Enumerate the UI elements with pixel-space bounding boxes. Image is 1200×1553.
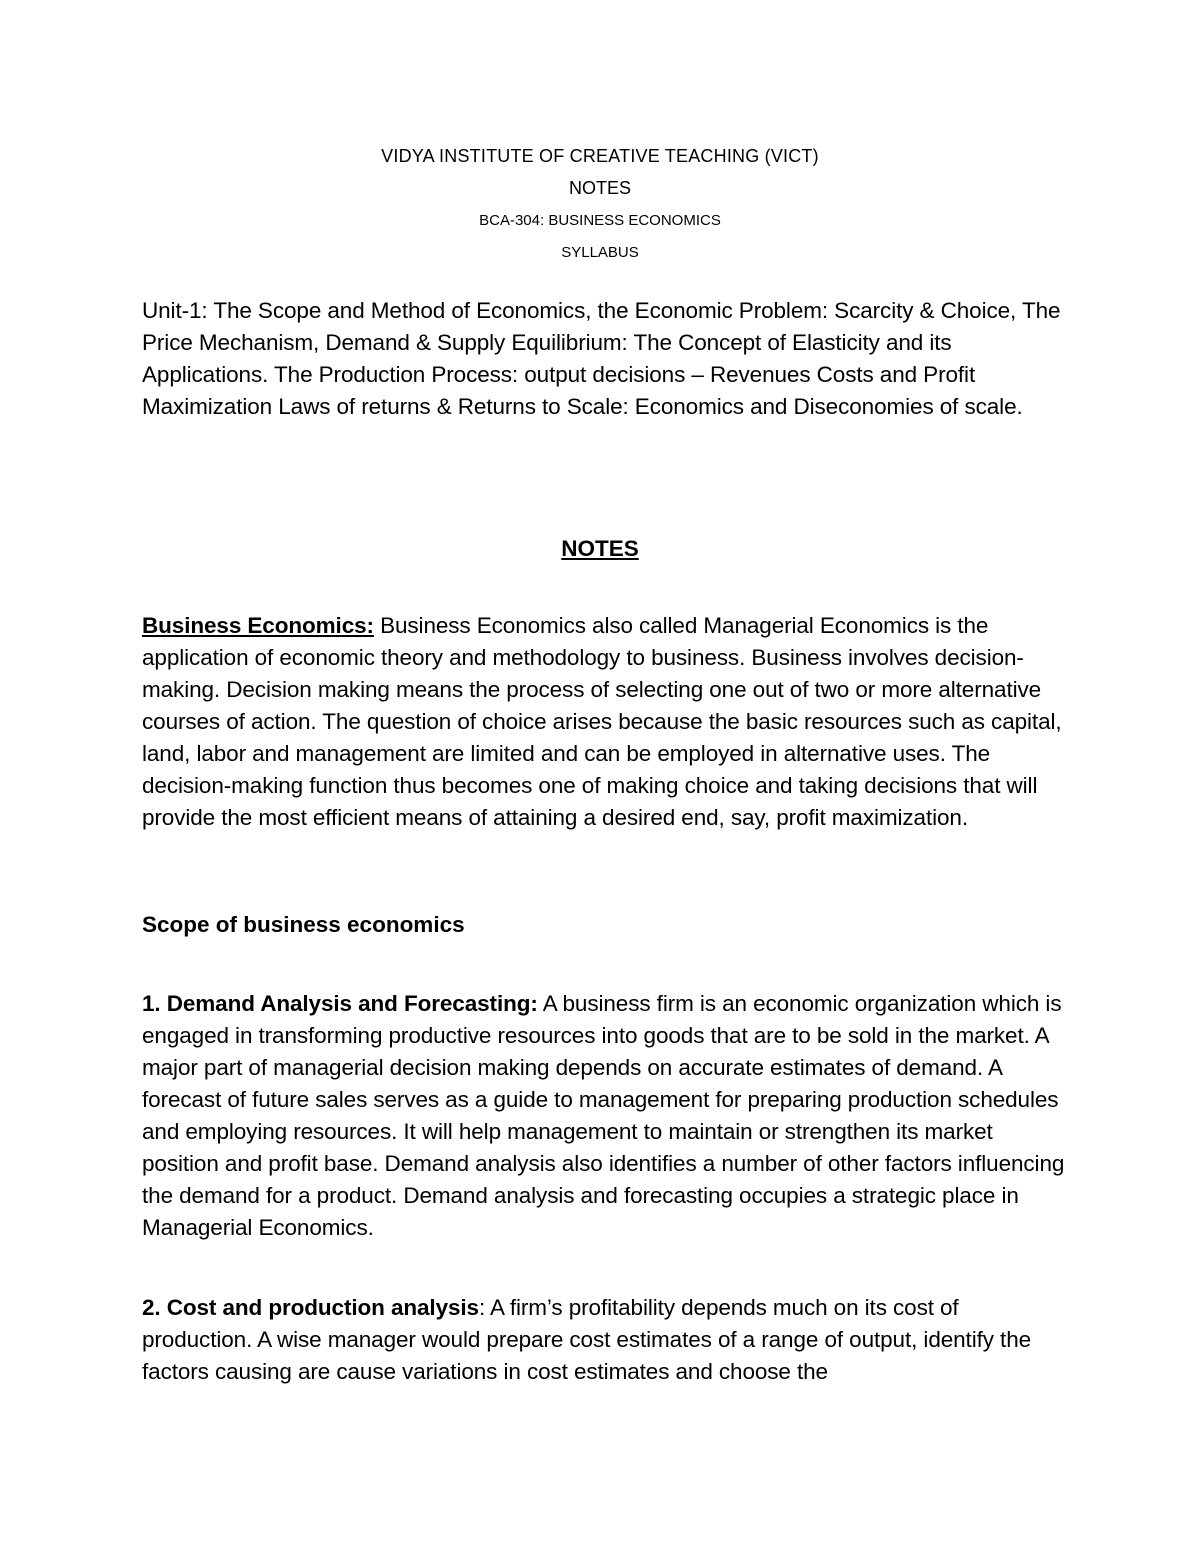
scope-item-demand-analysis: [142, 988, 1072, 1244]
scope-heading: Scope of business economics: [142, 912, 465, 937]
course-title: BCA-304: BUSINESS ECONOMICS: [479, 212, 721, 229]
scope-item-cost-production: [142, 1292, 1072, 1388]
scope-item-title: 2. Cost and production analysis: [142, 1295, 479, 1320]
syllabus-paragraph: Unit-1: The Scope and Method of Economics, the Economic Problem: Scarcity & Choice, The Price Mechanism, Demand & Supply Equilibrium: The Concept of Elasticity and its Applications. The Production Process: output decisions – Revenues Costs and Profit Maximization Laws of returns & Returns to Scale: Economics and Diseconomies of scale.: [142, 298, 1061, 419]
scope-item-title: 1. Demand Analysis and Forecasting:: [142, 991, 538, 1016]
syllabus-label: SYLLABUS: [561, 244, 639, 261]
business-economics-text: Business Economics also called Managerial Economics is the application of economic theory and methodology to business. Business involves decision-making. Decision making means the process of selecting one out of two or more alternative courses of action. The question of choice arises because the basic resources such as capital, land, labor and management are limited and can be employed in alternative uses. The decision-making function thus becomes one of making choice and taking decisions that will provide the most efficient means of attaining a desired end, say, profit maximization.: [142, 613, 1062, 830]
notes-heading: NOTES: [561, 536, 639, 561]
business-economics-paragraph: [142, 610, 1072, 834]
scope-item-text: : A firm’s profitability depends much on its cost of production. A wise manager would prepare cost estimates of a range of output, identify the factors causing are cause variations in cost estimates and choose the: [142, 1295, 1032, 1384]
business-economics-term: Business Economics:: [142, 613, 374, 638]
notes-label: NOTES: [568, 178, 631, 198]
institute-title: VIDYA INSTITUTE OF CREATIVE TEACHING (VICT): [381, 146, 819, 166]
scope-item-text: A business firm is an economic organization which is engaged in transforming productive resources into goods that are to be sold in the market. A major part of managerial decision making depends on accurate estimates of demand. A forecast of future sales serves as a guide to management for preparing production schedules and employing resources. It will help management to maintain or strengthen its market position and profit base. Demand analysis also identifies a number of other factors influencing the demand for a product. Demand analysis and forecasting occupies a strategic place in Managerial Economics.: [142, 991, 1065, 1240]
